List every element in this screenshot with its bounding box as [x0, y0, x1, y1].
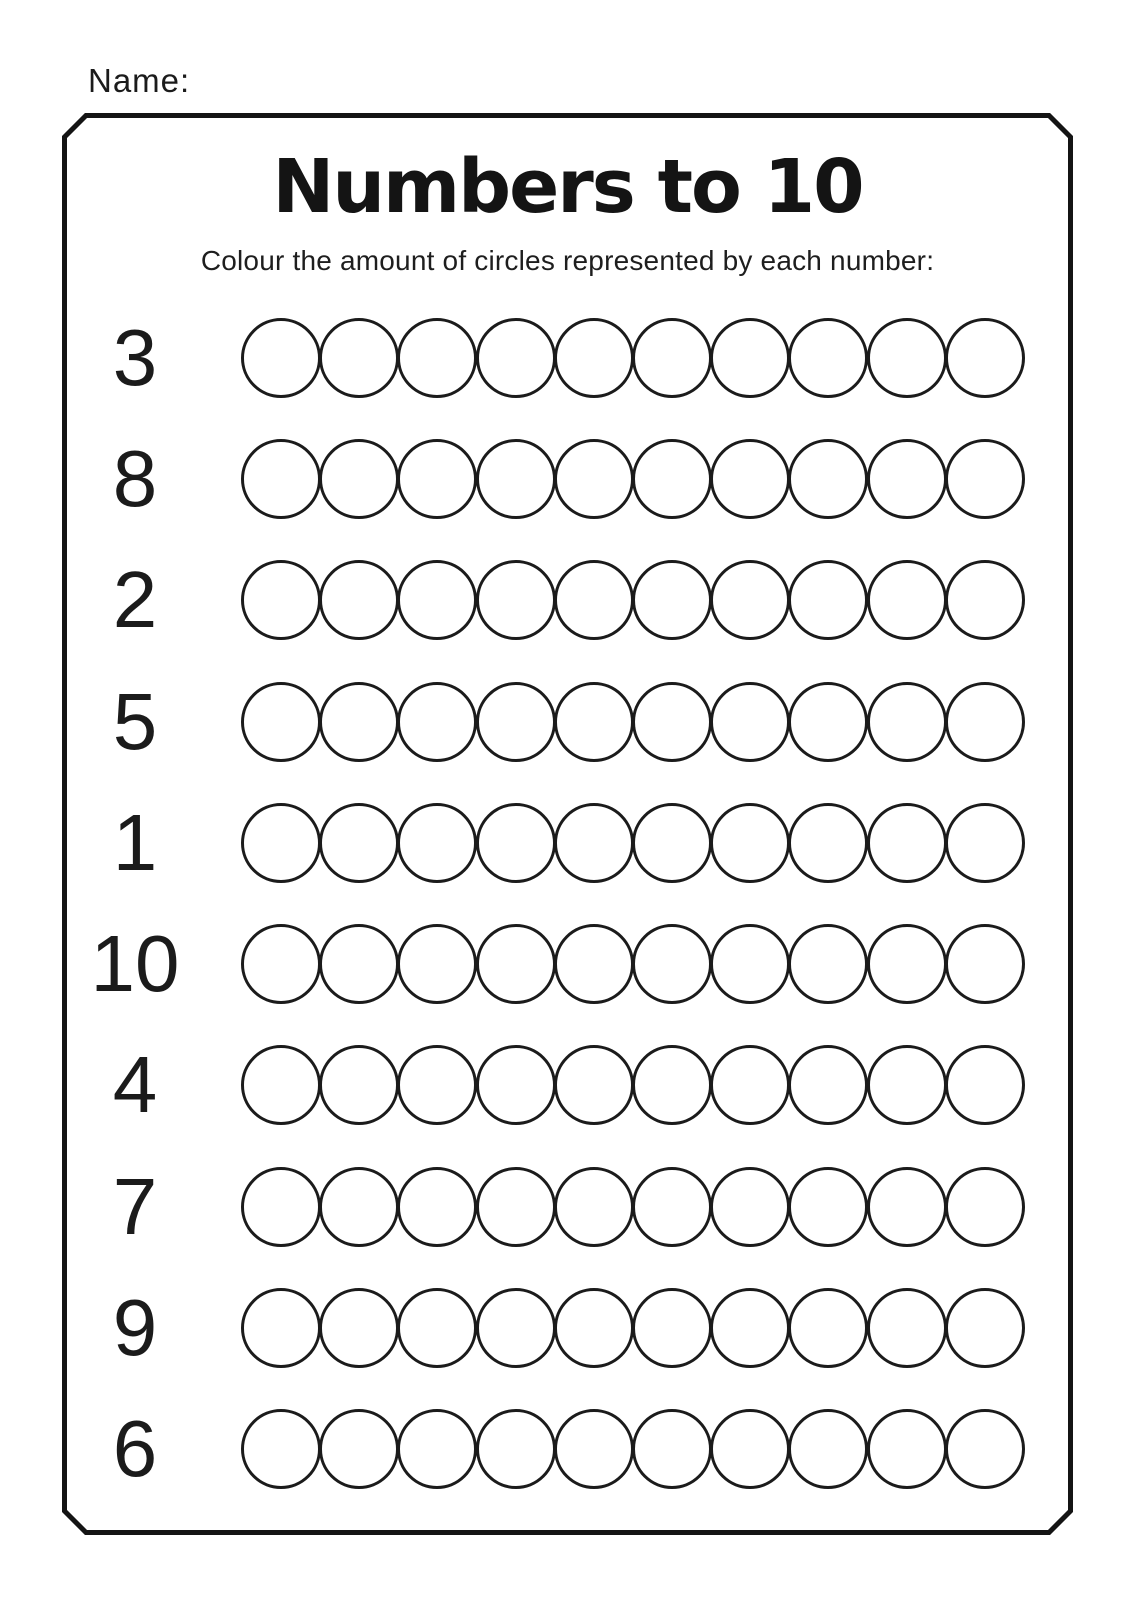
colour-circle[interactable]	[710, 924, 790, 1004]
page-title: Numbers to 10	[272, 144, 863, 230]
colour-circle[interactable]	[788, 1409, 868, 1489]
colour-circle[interactable]	[241, 439, 321, 519]
number-row	[75, 540, 1055, 661]
number-row	[75, 418, 1055, 539]
colour-circle[interactable]	[788, 1045, 868, 1125]
colour-circle[interactable]	[397, 682, 477, 762]
colour-circle[interactable]	[632, 560, 712, 640]
row-circles	[241, 924, 1025, 1004]
colour-circle[interactable]	[788, 560, 868, 640]
colour-circle[interactable]	[788, 803, 868, 883]
row-number: 8	[112, 433, 158, 523]
colour-circle[interactable]	[867, 1167, 947, 1247]
number-row	[75, 1146, 1055, 1267]
row-circles	[241, 1409, 1025, 1489]
row-number: 2	[112, 555, 158, 645]
colour-circle[interactable]	[710, 682, 790, 762]
colour-circle[interactable]	[319, 682, 399, 762]
colour-circle[interactable]	[867, 803, 947, 883]
colour-circle[interactable]	[397, 1288, 477, 1368]
colour-circle[interactable]	[397, 924, 477, 1004]
colour-circle[interactable]	[867, 560, 947, 640]
colour-circle[interactable]	[319, 924, 399, 1004]
colour-circle[interactable]	[945, 318, 1025, 398]
row-circles	[241, 318, 1025, 398]
colour-circle[interactable]	[241, 560, 321, 640]
colour-circle[interactable]	[945, 1409, 1025, 1489]
colour-circle[interactable]	[945, 803, 1025, 883]
colour-circle[interactable]	[397, 803, 477, 883]
row-circles	[241, 682, 1025, 762]
colour-circle[interactable]	[319, 1167, 399, 1247]
colour-circle[interactable]	[476, 439, 556, 519]
colour-circle[interactable]	[397, 318, 477, 398]
colour-circle[interactable]	[867, 1288, 947, 1368]
colour-circle[interactable]	[867, 924, 947, 1004]
colour-circle[interactable]	[554, 1409, 634, 1489]
colour-circle[interactable]	[554, 560, 634, 640]
instruction-text: Colour the amount of circles represented by each number:	[200, 245, 935, 276]
colour-circle[interactable]	[476, 924, 556, 1004]
number-row	[75, 782, 1055, 903]
colour-circle[interactable]	[632, 924, 712, 1004]
row-circles	[241, 1045, 1025, 1125]
colour-circle[interactable]	[554, 1045, 634, 1125]
row-number: 1	[112, 797, 158, 887]
colour-circle[interactable]	[788, 318, 868, 398]
worksheet-rows	[75, 297, 1055, 1510]
colour-circle[interactable]	[241, 924, 321, 1004]
colour-circle[interactable]	[710, 1167, 790, 1247]
colour-circle[interactable]	[554, 439, 634, 519]
colour-circle[interactable]	[632, 803, 712, 883]
row-number: 7	[112, 1161, 158, 1251]
colour-circle[interactable]	[710, 803, 790, 883]
colour-circle[interactable]	[867, 1045, 947, 1125]
colour-circle[interactable]	[788, 1288, 868, 1368]
colour-circle[interactable]	[632, 1045, 712, 1125]
row-number: 5	[112, 676, 158, 766]
row-number: 3	[112, 312, 158, 402]
colour-circle[interactable]	[867, 1409, 947, 1489]
colour-circle[interactable]	[554, 1288, 634, 1368]
colour-circle[interactable]	[476, 318, 556, 398]
colour-circle[interactable]	[632, 1167, 712, 1247]
colour-circle[interactable]	[476, 1288, 556, 1368]
row-circles	[241, 1288, 1025, 1368]
colour-circle[interactable]	[241, 1288, 321, 1368]
colour-circle[interactable]	[476, 682, 556, 762]
colour-circle[interactable]	[241, 682, 321, 762]
colour-circle[interactable]	[867, 682, 947, 762]
row-circles	[241, 1167, 1025, 1247]
colour-circle[interactable]	[945, 1045, 1025, 1125]
colour-circle[interactable]	[788, 1167, 868, 1247]
colour-circle[interactable]	[554, 924, 634, 1004]
colour-circle[interactable]	[788, 439, 868, 519]
number-row	[75, 661, 1055, 782]
colour-circle[interactable]	[632, 682, 712, 762]
colour-circle[interactable]	[867, 318, 947, 398]
colour-circle[interactable]	[397, 1167, 477, 1247]
row-number: 9	[112, 1283, 158, 1373]
colour-circle[interactable]	[241, 1167, 321, 1247]
colour-circle[interactable]	[945, 682, 1025, 762]
colour-circle[interactable]	[319, 803, 399, 883]
colour-circle[interactable]	[397, 1045, 477, 1125]
colour-circle[interactable]	[319, 1288, 399, 1368]
colour-circle[interactable]	[476, 1409, 556, 1489]
colour-circle[interactable]	[241, 1409, 321, 1489]
number-row	[75, 1025, 1055, 1146]
colour-circle[interactable]	[319, 1045, 399, 1125]
colour-circle[interactable]	[319, 1409, 399, 1489]
row-number: 10	[90, 919, 180, 1009]
colour-circle[interactable]	[554, 318, 634, 398]
number-row	[75, 903, 1055, 1024]
row-number: 4	[112, 1040, 158, 1130]
row-circles	[241, 439, 1025, 519]
colour-circle[interactable]	[710, 439, 790, 519]
colour-circle[interactable]	[632, 318, 712, 398]
colour-circle[interactable]	[319, 318, 399, 398]
colour-circle[interactable]	[788, 924, 868, 1004]
number-row	[75, 1267, 1055, 1388]
colour-circle[interactable]	[710, 318, 790, 398]
colour-circle[interactable]	[319, 439, 399, 519]
colour-circle[interactable]	[632, 439, 712, 519]
colour-circle[interactable]	[476, 1167, 556, 1247]
colour-circle[interactable]	[476, 803, 556, 883]
colour-circle[interactable]	[945, 924, 1025, 1004]
colour-circle[interactable]	[788, 682, 868, 762]
row-circles	[241, 803, 1025, 883]
colour-circle[interactable]	[710, 560, 790, 640]
colour-circle[interactable]	[945, 439, 1025, 519]
number-row	[75, 297, 1055, 418]
colour-circle[interactable]	[632, 1288, 712, 1368]
colour-circle[interactable]	[476, 1045, 556, 1125]
number-row	[75, 1389, 1055, 1510]
colour-circle[interactable]	[241, 1045, 321, 1125]
colour-circle[interactable]	[632, 1409, 712, 1489]
colour-circle[interactable]	[710, 1409, 790, 1489]
name-label: Name:	[88, 62, 191, 99]
colour-circle[interactable]	[554, 803, 634, 883]
row-circles	[241, 560, 1025, 640]
colour-circle[interactable]	[397, 1409, 477, 1489]
colour-circle[interactable]	[867, 439, 947, 519]
colour-circle[interactable]	[397, 439, 477, 519]
row-number: 6	[112, 1404, 158, 1494]
colour-circle[interactable]	[241, 318, 321, 398]
colour-circle[interactable]	[554, 682, 634, 762]
colour-circle[interactable]	[945, 1167, 1025, 1247]
colour-circle[interactable]	[945, 1288, 1025, 1368]
colour-circle[interactable]	[554, 1167, 634, 1247]
colour-circle[interactable]	[945, 560, 1025, 640]
colour-circle[interactable]	[710, 1288, 790, 1368]
colour-circle[interactable]	[241, 803, 321, 883]
colour-circle[interactable]	[710, 1045, 790, 1125]
colour-circle[interactable]	[397, 560, 477, 640]
colour-circle[interactable]	[319, 560, 399, 640]
colour-circle[interactable]	[476, 560, 556, 640]
